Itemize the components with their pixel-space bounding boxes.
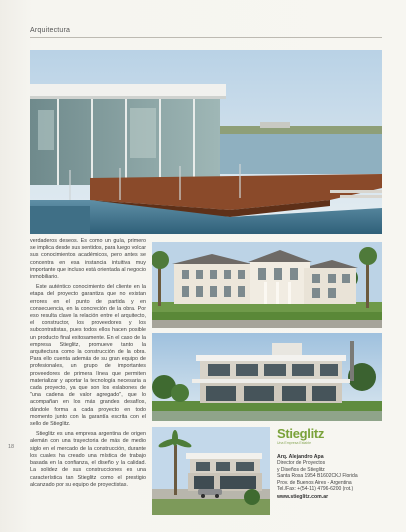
- contact-address: Santa Rosa 1954 B1602CKJ Florida: [277, 473, 358, 479]
- contact-phone: Tel./Fax: +(54-11) 4796-6200 (rot.): [277, 486, 354, 492]
- contact-role: y Diseños de Stieglitz: [277, 466, 325, 473]
- body-paragraph: verdaderos deseos. Es como un guía, primero se implica desde sus sentidos, para luego volcar sus conocimientos académicos, pero antes se concentra en esa instancia intuitiva muy importante que incluso está orientada al negocio inmobiliario.: [30, 238, 146, 281]
- body-paragraph: Stieglitz es una empresa argentina de origen alemán con una trayectoria de más de medio siglo en el mercado de la construcción, durante los cuales ha creado una mística de trabajo basada en la confianza, el diseño y la calidad. La solidez de sus construcciones es una característica tan Stieglitz como el prestigio alcanzado por su equipo de proyectistas.: [30, 431, 146, 488]
- contact-address: Prov. de Buenos Aires - Argentina: [277, 479, 352, 486]
- body-paragraph: Este auténtico conocimiento del cliente en la etapa del proyecto garantiza que no existan errores en el punto de partida y en consecuencia, en la concreción de la obra. Por eso resulta clave la relación entre el arquitecto, el constructor, los proveedores y los subcontratistas, pues todos ellos hacen posible un producto final exitosamente. En el caso de la empresa Stieglitz, promueve tanto la arquitectura como la construcción de la obra. Para ello cuenta además de su gran equipo de profesionales, un grupo de importantes proveedores de primera línea que permiten materializar y aportar la tecnología necesaria a cada proyecto, ya que son los eslabones de "una cadena de valor agregado", que lo acompañan en los más grandes desafíos, dándole forma a cada proyecto en todo momento junto con la garantía escrita con el sello de Stieglitz.: [30, 284, 146, 428]
- brand-logo: Stieglitz: [277, 426, 325, 441]
- photo-modern-house: [152, 333, 382, 421]
- photo-house-with-palm: [152, 427, 270, 515]
- contact-name: Arq. Alejandro Apa: [277, 454, 324, 460]
- hero-photo-modern-glass-house: [30, 50, 382, 234]
- section-label: Arquitectura: [30, 27, 71, 34]
- brand-tagline: Una Empresa Estable: [277, 441, 312, 445]
- contact-website[interactable]: www.stieglitz.com.ar: [277, 493, 329, 500]
- page-number: 18: [8, 444, 15, 450]
- contact-role: Director de Proyectos: [277, 460, 326, 466]
- photo-classic-mansion: [152, 242, 382, 328]
- header-rule: [30, 37, 382, 38]
- contact-block: [277, 427, 389, 500]
- article-body: [30, 238, 146, 492]
